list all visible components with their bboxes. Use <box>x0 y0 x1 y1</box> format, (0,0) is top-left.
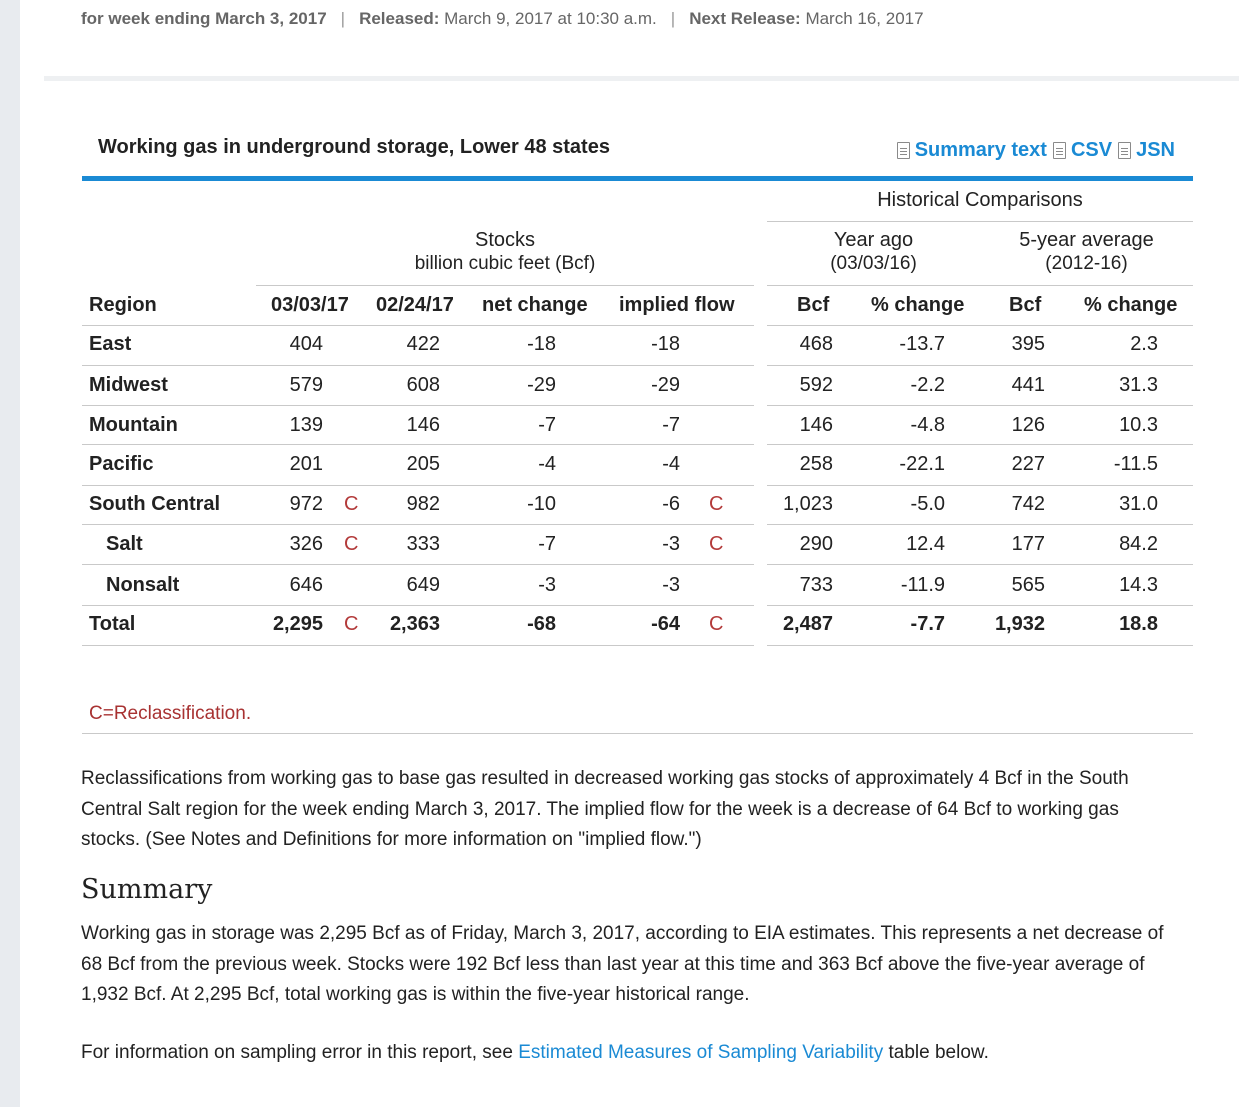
implied-flow-value: -7 <box>662 414 680 436</box>
year-ago-pct-value: -2.2 <box>910 374 945 396</box>
five-year-bcf-value: 177 <box>1011 533 1045 555</box>
previous-week-value: 146 <box>406 414 440 436</box>
current-week-value: 2,295 <box>272 613 323 635</box>
csv-link-label: CSV <box>1070 139 1113 161</box>
region-name: Salt <box>106 533 143 555</box>
five-year-average-header <box>980 228 1193 276</box>
previous-week-value: 649 <box>406 574 440 596</box>
separator: | <box>340 9 346 28</box>
reclassification-flag: C <box>709 533 724 555</box>
five-year-pct-value: 31.0 <box>1119 493 1158 515</box>
net-change-value: -7 <box>538 414 556 436</box>
year-ago-bcf-value: 2,487 <box>782 613 833 635</box>
reclassification-flag: C <box>344 613 359 635</box>
divider <box>767 285 1193 286</box>
summary-text-link[interactable] <box>897 139 1047 162</box>
year-ago-title: Year ago <box>833 229 914 251</box>
row-divider <box>82 405 754 406</box>
column-header-region: Region <box>89 294 157 316</box>
region-name: Mountain <box>89 414 178 436</box>
row-divider <box>82 645 754 646</box>
next-release-value: March 16, 2017 <box>805 9 924 28</box>
net-change-value: -29 <box>527 374 556 396</box>
year-ago-header <box>767 228 980 276</box>
current-week-value: 646 <box>289 574 323 596</box>
five-year-bcf-value: 441 <box>1011 374 1045 396</box>
top-divider <box>44 76 1239 81</box>
five-year-pct-value: 18.8 <box>1119 613 1158 635</box>
column-header-implied-flow: implied flow <box>619 294 735 316</box>
five-year-pct-value: -11.5 <box>1113 453 1158 475</box>
divider <box>767 221 1193 222</box>
region-name: Total <box>89 613 136 635</box>
column-header-year-ago-pct: % change <box>871 294 965 316</box>
summary-heading: Summary <box>81 874 213 905</box>
sampling-error-note <box>81 1042 989 1064</box>
year-ago-bcf-value: 1,023 <box>782 493 833 515</box>
year-ago-bcf-value: 592 <box>799 374 833 396</box>
region-name: South Central <box>89 493 221 515</box>
year-ago-pct-value: -7.7 <box>910 613 945 635</box>
year-ago-pct-value: -4.8 <box>910 414 945 436</box>
stocks-title: Stocks <box>474 229 536 251</box>
reclassification-legend: C=Reclassification. <box>89 703 252 724</box>
year-ago-pct-value: 12.4 <box>906 533 945 555</box>
year-ago-pct-value: -13.7 <box>899 333 945 355</box>
legend-divider <box>82 733 1193 734</box>
document-icon <box>1053 142 1066 159</box>
year-ago-bcf-value: 258 <box>799 453 833 475</box>
year-ago-bcf-value: 290 <box>799 533 833 555</box>
five-year-pct-value: 14.3 <box>1119 574 1158 596</box>
sampling-suffix: table below. <box>883 1042 989 1063</box>
net-change-value: -10 <box>527 493 556 515</box>
row-divider <box>767 405 1193 406</box>
net-change-value: -7 <box>538 533 556 555</box>
reclassification-flag: C <box>344 533 359 555</box>
column-header-five-year-pct: % change <box>1084 294 1178 316</box>
column-header-net-change: net change <box>482 294 588 316</box>
separator: | <box>670 9 676 28</box>
jsn-link[interactable] <box>1118 139 1175 162</box>
region-name: Midwest <box>89 374 168 396</box>
header-divider <box>767 325 1193 326</box>
next-release-label: Next Release: <box>689 9 801 28</box>
implied-flow-value: -18 <box>651 333 680 355</box>
region-name: East <box>89 333 132 355</box>
year-ago-date: (03/03/16) <box>830 253 917 274</box>
row-divider <box>767 485 1193 486</box>
document-icon <box>897 142 910 159</box>
five-year-bcf-value: 395 <box>1011 333 1045 355</box>
column-header-current-week: 03/03/17 <box>271 294 349 316</box>
implied-flow-value: -6 <box>662 493 680 515</box>
previous-week-value: 608 <box>406 374 440 396</box>
row-divider <box>82 564 754 565</box>
row-divider <box>767 524 1193 525</box>
region-name: Pacific <box>89 453 154 475</box>
column-header-year-ago-bcf: Bcf <box>797 294 830 316</box>
current-week-value: 139 <box>289 414 323 436</box>
reclassification-flag: C <box>709 493 724 515</box>
table-title: Working gas in underground storage, Lower 48 states <box>98 136 610 158</box>
current-week-value: 579 <box>289 374 323 396</box>
stocks-unit: billion cubic feet (Bcf) <box>414 253 596 274</box>
current-week-value: 404 <box>289 333 323 355</box>
reclassification-note: Reclassifications from working gas to base gas resulted in decreased working gas stocks of approximately 4 Bcf in the South Central Salt region for the week ending March 3, 2017. The implied flow for the week is a decrease of 64 Bcf to working gas stocks. (See Notes and Definitions for more information on "implied flow.") <box>81 768 1129 850</box>
five-year-pct-value: 31.3 <box>1119 374 1158 396</box>
released-value: March 9, 2017 at 10:30 a.m. <box>444 9 657 28</box>
current-week-value: 201 <box>289 453 323 475</box>
released-label: Released: <box>359 9 440 28</box>
previous-week-value: 2,363 <box>389 613 440 635</box>
five-year-pct-value: 2.3 <box>1130 333 1158 355</box>
five-year-range: (2012-16) <box>1045 253 1128 274</box>
reclassification-flag: C <box>709 613 724 635</box>
net-change-value: -68 <box>527 613 556 635</box>
summary-text-link-label: Summary text <box>914 139 1047 161</box>
year-ago-pct-value: -22.1 <box>899 453 945 475</box>
row-divider <box>82 444 754 445</box>
download-links <box>897 139 1175 162</box>
implied-flow-value: -3 <box>662 574 680 596</box>
region-name: Nonsalt <box>106 574 180 596</box>
row-divider <box>767 645 1193 646</box>
row-divider <box>82 365 754 366</box>
row-divider <box>82 605 754 606</box>
year-ago-pct-value: -11.9 <box>900 574 945 596</box>
previous-week-value: 205 <box>406 453 440 475</box>
implied-flow-value: -64 <box>651 613 680 635</box>
row-divider <box>82 485 754 486</box>
row-divider <box>767 365 1193 366</box>
five-year-bcf-value: 126 <box>1011 414 1045 436</box>
year-ago-bcf-value: 468 <box>799 333 833 355</box>
column-header-previous-week: 02/24/17 <box>376 294 454 316</box>
csv-link[interactable] <box>1053 139 1112 162</box>
divider <box>256 285 754 286</box>
five-year-bcf-value: 227 <box>1011 453 1045 475</box>
five-year-pct-value: 84.2 <box>1119 533 1158 555</box>
row-divider <box>767 564 1193 565</box>
previous-week-value: 333 <box>406 533 440 555</box>
sampling-prefix: For information on sampling error in this report, see <box>81 1042 519 1063</box>
reclassification-flag: C <box>344 493 359 515</box>
year-ago-bcf-value: 146 <box>799 414 833 436</box>
previous-week-value: 422 <box>406 333 440 355</box>
row-divider <box>767 444 1193 445</box>
net-change-value: -4 <box>538 453 556 475</box>
summary-text: Working gas in storage was 2,295 Bcf as of Friday, March 3, 2017, according to EIA estimates. This represents a net decrease of 68 Bcf from the previous week. Stocks were 192 Bcf less than last year at this time and 363 Bcf above the five-year average of 1,932 Bcf. At 2,295 Bcf, total working gas is within the five-year historical range. <box>81 923 1164 1005</box>
table-title-rule <box>82 176 1193 181</box>
current-week-value: 326 <box>289 533 323 555</box>
five-year-title: 5-year average <box>1019 229 1154 251</box>
implied-flow-value: -3 <box>662 533 680 555</box>
row-divider <box>767 605 1193 606</box>
week-ending-label: for week ending March 3, 2017 <box>81 9 327 28</box>
five-year-bcf-value: 1,932 <box>994 613 1045 635</box>
document-icon <box>1118 142 1131 159</box>
year-ago-bcf-value: 733 <box>799 574 833 596</box>
five-year-pct-value: 10.3 <box>1119 414 1158 436</box>
stocks-header <box>256 228 754 276</box>
five-year-bcf-value: 565 <box>1011 574 1045 596</box>
previous-week-value: 982 <box>406 493 440 515</box>
net-change-value: -3 <box>538 574 556 596</box>
release-info-bar <box>81 9 924 29</box>
implied-flow-value: -4 <box>662 453 680 475</box>
row-divider <box>82 524 754 525</box>
net-change-value: -18 <box>527 333 556 355</box>
left-rail <box>0 0 20 1107</box>
current-week-value: 972 <box>289 493 323 515</box>
historical-comparisons-header: Historical Comparisons <box>877 189 1083 211</box>
header-divider <box>82 325 754 326</box>
year-ago-pct-value: -5.0 <box>910 493 945 515</box>
five-year-bcf-value: 742 <box>1011 493 1045 515</box>
jsn-link-label: JSN <box>1136 139 1175 161</box>
sampling-variability-link[interactable]: Estimated Measures of Sampling Variability <box>518 1042 884 1063</box>
implied-flow-value: -29 <box>651 374 680 396</box>
column-header-five-year-bcf: Bcf <box>1009 294 1042 316</box>
